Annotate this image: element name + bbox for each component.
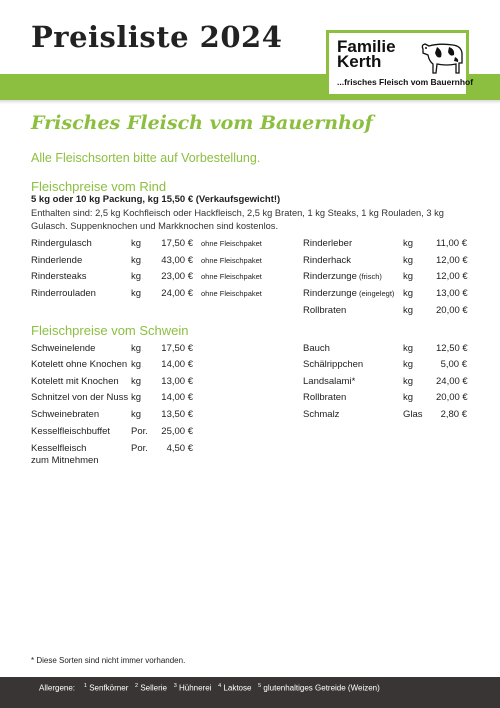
- item-price: 43,00 €: [161, 255, 193, 266]
- item-name: Kesselfleischbuffet: [31, 426, 111, 437]
- cow-icon: [419, 37, 465, 77]
- item-name: [303, 238, 352, 250]
- item-extra: ohne Fleischpaket: [201, 239, 262, 248]
- allergen-item: Sellerie: [140, 683, 168, 693]
- item-name: Landsalami*: [303, 376, 356, 387]
- item-price: 5,00 €: [440, 359, 467, 370]
- item-unit: Glas: [403, 409, 423, 420]
- price-row: [31, 443, 201, 469]
- item-name-text: Rinderhack: [303, 255, 352, 266]
- item-extra: ohne Fleischpaket: [201, 272, 262, 281]
- price-row: [303, 305, 469, 319]
- item-unit: kg: [403, 305, 414, 316]
- item-name: Rinderrouladen: [31, 288, 96, 299]
- item-price: 20,00 €: [436, 305, 468, 316]
- item-unit: kg: [131, 409, 142, 420]
- page-title: Preisliste 2024: [31, 20, 283, 54]
- item-unit: kg: [403, 238, 414, 249]
- rind-package-info: 5 kg oder 10 kg Packung, kg 15,50 € (Verkaufsgewicht!): [31, 194, 281, 205]
- logo-line-2: Kerth: [337, 52, 382, 71]
- item-unit: kg: [131, 376, 142, 387]
- price-row: [303, 376, 469, 390]
- item-price: 4,50 €: [166, 443, 193, 454]
- item-unit: Por.: [131, 426, 148, 437]
- item-unit: kg: [131, 271, 142, 282]
- price-row: [303, 359, 469, 373]
- item-name: Kotelett ohne Knochen: [31, 359, 128, 370]
- item-name-text: Rollbraten: [303, 305, 347, 316]
- item-name-suffix: (eingelegt): [356, 289, 395, 298]
- logo-tagline: ...frisches Fleisch vom Bauernhof: [337, 77, 474, 87]
- item-price: 20,00 €: [436, 392, 468, 403]
- price-row: [31, 288, 281, 302]
- item-name: Schweinebraten: [31, 409, 100, 420]
- item-unit: kg: [403, 271, 414, 282]
- item-name: Rinderlende: [31, 255, 83, 266]
- item-name: Schmalz: [303, 409, 340, 420]
- price-row: [303, 238, 469, 252]
- item-price: 13,00 €: [436, 288, 468, 299]
- item-unit: kg: [403, 392, 414, 403]
- item-extra: ohne Fleischpaket: [201, 256, 262, 265]
- item-price: 25,00 €: [161, 426, 193, 437]
- item-unit: Por.: [131, 443, 148, 454]
- item-name: Schnitzel von der Nuss: [31, 392, 129, 403]
- item-unit: kg: [131, 238, 142, 249]
- item-price: 13,00 €: [161, 376, 193, 387]
- price-row: [31, 271, 281, 285]
- price-row: [31, 376, 201, 390]
- price-row: [31, 359, 201, 373]
- item-price: 24,00 €: [161, 288, 193, 299]
- header-shadow: [0, 100, 500, 104]
- item-unit: kg: [403, 343, 414, 354]
- item-unit: kg: [131, 288, 142, 299]
- item-name: Rollbraten: [303, 392, 347, 403]
- allergen-item: Laktose: [223, 683, 252, 693]
- rind-description: Enthalten sind: 2,5 kg Kochfleisch oder Hackfleisch, 2,5 kg Braten, 1 kg Steaks, 1 kg Rouladen, 3 kg Gulasch. Suppenknochen und Markknochen sind kostenlos.: [31, 208, 444, 231]
- allergen-footer: [0, 677, 500, 708]
- price-row: [31, 343, 201, 357]
- item-price: 17,50 €: [161, 238, 193, 249]
- item-unit: kg: [131, 359, 142, 370]
- section-heading-rind: Fleischpreise vom Rind: [31, 179, 167, 194]
- price-row: [31, 426, 201, 440]
- item-name: Rindergulasch: [31, 238, 92, 249]
- item-price: 12,50 €: [436, 343, 468, 354]
- item-price: 14,00 €: [161, 392, 193, 403]
- item-price: 24,00 €: [436, 376, 468, 387]
- item-name: Kotelett mit Knochen: [31, 376, 119, 387]
- item-name: [303, 271, 382, 283]
- item-price: 2,80 €: [440, 409, 467, 420]
- price-row: [31, 255, 281, 269]
- price-row: [31, 409, 201, 423]
- price-row: [303, 255, 469, 269]
- item-name: Rindersteaks: [31, 271, 87, 282]
- item-name: Kesselfleisch: [31, 443, 87, 454]
- allergen-item: Senfkörner: [89, 683, 129, 693]
- price-row: [31, 238, 281, 252]
- allergen-number: 4: [218, 683, 222, 689]
- price-row: [303, 392, 469, 406]
- item-price: 23,00 €: [161, 271, 193, 282]
- allergen-number: 3: [173, 683, 177, 689]
- allergen-item: Hühnerei: [178, 683, 212, 693]
- item-unit: kg: [403, 288, 414, 299]
- item-name-line-2: zum Mitnehmen: [31, 455, 99, 466]
- allergen-number: 5: [258, 683, 262, 689]
- allergen-number: 1: [83, 683, 87, 689]
- header: [0, 0, 500, 100]
- item-name-text: Rinderleber: [303, 238, 353, 249]
- item-unit: kg: [403, 376, 414, 387]
- item-extra: ohne Fleischpaket: [201, 289, 262, 298]
- item-unit: kg: [403, 359, 414, 370]
- item-name-suffix: (frisch): [356, 272, 382, 281]
- item-price: 17,50 €: [161, 343, 193, 354]
- item-unit: kg: [131, 392, 142, 403]
- allergen-number: 2: [135, 683, 139, 689]
- order-note: Alle Fleischsorten bitte auf Vorbestellung.: [31, 151, 261, 165]
- price-row: [303, 271, 469, 285]
- item-name: [303, 255, 351, 267]
- subtitle: Frisches Fleisch vom Bauernhof: [31, 112, 373, 134]
- item-name-text: Rinderzunge: [303, 271, 357, 282]
- item-name: Schälrippchen: [303, 359, 364, 370]
- allergen-label: Allergene:: [39, 683, 76, 693]
- item-unit: kg: [403, 255, 414, 266]
- price-row: [303, 343, 469, 357]
- item-unit: kg: [131, 255, 142, 266]
- item-unit: kg: [131, 343, 142, 354]
- logo-name: [337, 39, 417, 69]
- item-price: 14,00 €: [161, 359, 193, 370]
- footnote: * Diese Sorten sind nicht immer vorhanden.: [31, 656, 186, 665]
- allergen-item: glutenhaltiges Getreide (Weizen): [263, 683, 380, 693]
- item-name-text: Rinderzunge: [303, 288, 357, 299]
- item-name: Bauch: [303, 343, 330, 354]
- item-price: 12,00 €: [436, 255, 468, 266]
- item-price: 12,00 €: [436, 271, 468, 282]
- logo-line-1: Familie: [337, 37, 396, 56]
- item-name: Schweinelende: [31, 343, 96, 354]
- logo: [326, 30, 474, 97]
- item-price: 11,00 €: [436, 238, 467, 249]
- price-row: [303, 288, 469, 302]
- section-heading-schwein: Fleischpreise vom Schwein: [31, 323, 189, 338]
- item-price: 13,50 €: [161, 409, 193, 420]
- price-row: [31, 392, 201, 406]
- item-name: [303, 305, 346, 317]
- item-name: [303, 288, 394, 300]
- price-row: [303, 409, 469, 423]
